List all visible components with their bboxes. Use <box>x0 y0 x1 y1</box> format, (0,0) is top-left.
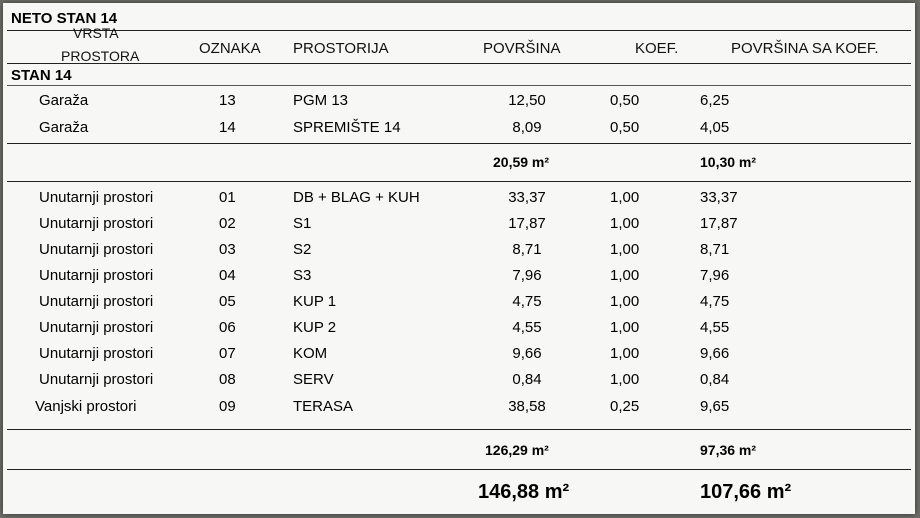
area-table-document <box>3 3 915 514</box>
cell-room: TERASA <box>293 398 354 415</box>
cell-type: Garaža <box>39 92 89 109</box>
cell-type: Unutarnji prostori <box>39 345 154 362</box>
cell-area: 7,96 <box>512 267 542 284</box>
divider <box>7 429 911 430</box>
cell-area: 4,55 <box>512 319 542 336</box>
cell-type: Unutarnji prostori <box>39 319 154 336</box>
header-room: PROSTORIJA <box>293 40 389 57</box>
divider <box>7 469 911 470</box>
cell-area: 38,58 <box>508 398 546 415</box>
cell-area-koef: 9,65 <box>700 398 730 415</box>
table-row <box>3 267 915 289</box>
cell-code: 04 <box>219 267 236 284</box>
cell-koef: 0,50 <box>610 119 640 136</box>
total-area-koef: 107,66 m² <box>700 481 792 503</box>
header-type-line2: PROSTORA <box>61 48 140 64</box>
cell-type: Unutarnji prostori <box>39 241 154 258</box>
cell-room: KOM <box>293 345 328 362</box>
cell-area: 17,87 <box>508 215 546 232</box>
cell-koef: 0,50 <box>610 92 640 109</box>
cell-room: DB + BLAG + KUH <box>293 189 420 206</box>
divider <box>7 181 911 182</box>
divider <box>7 63 911 64</box>
cell-room: S2 <box>293 241 312 258</box>
cell-koef: 1,00 <box>610 241 640 258</box>
cell-type: Unutarnji prostori <box>39 189 154 206</box>
cell-area-koef: 17,87 <box>700 215 738 232</box>
table-row <box>3 345 915 367</box>
total-area: 146,88 m² <box>478 481 570 503</box>
cell-code: 13 <box>219 92 236 109</box>
section-title: STAN 14 <box>11 67 72 84</box>
cell-room: KUP 2 <box>293 319 337 336</box>
cell-room: PGM 13 <box>293 92 349 109</box>
divider <box>7 30 911 31</box>
cell-area-koef: 6,25 <box>700 92 730 109</box>
cell-koef: 1,00 <box>610 293 640 310</box>
cell-area-koef: 9,66 <box>700 345 730 362</box>
subtotal-area: 126,29 m² <box>485 442 549 458</box>
table-row <box>3 371 915 393</box>
table-row <box>3 92 915 114</box>
cell-area: 9,66 <box>512 345 542 362</box>
cell-code: 05 <box>219 293 236 310</box>
cell-room: SERV <box>293 371 334 388</box>
cell-type: Unutarnji prostori <box>39 371 154 388</box>
cell-room: KUP 1 <box>293 293 337 310</box>
cell-area-koef: 8,71 <box>700 241 730 258</box>
cell-code: 02 <box>219 215 236 232</box>
table-row <box>3 398 915 420</box>
cell-code: 06 <box>219 319 236 336</box>
cell-area-koef: 4,75 <box>700 293 730 310</box>
header-type-line1: VRSTA <box>73 25 119 41</box>
cell-type: Vanjski prostori <box>35 398 137 415</box>
table-row <box>3 119 915 141</box>
table-row <box>3 215 915 237</box>
cell-type: Unutarnji prostori <box>39 215 154 232</box>
table-row <box>3 319 915 341</box>
cell-area-koef: 4,05 <box>700 119 730 136</box>
cell-type: Garaža <box>39 119 89 136</box>
cell-type: Unutarnji prostori <box>39 267 154 284</box>
cell-area: 12,50 <box>508 92 546 109</box>
table-title: NETO STAN 14 <box>11 10 118 27</box>
subtotal-area-koef: 10,30 m² <box>700 154 757 170</box>
cell-koef: 1,00 <box>610 215 640 232</box>
cell-code: 14 <box>219 119 236 136</box>
table-row <box>3 293 915 315</box>
cell-area: 33,37 <box>508 189 546 206</box>
cell-code: 03 <box>219 241 236 258</box>
cell-type: Unutarnji prostori <box>39 293 154 310</box>
cell-code: 07 <box>219 345 236 362</box>
cell-area-koef: 7,96 <box>700 267 730 284</box>
cell-room: S3 <box>293 267 312 284</box>
cell-area: 0,84 <box>512 371 542 388</box>
header-area-koef: POVRŠINA SA KOEF. <box>731 40 879 57</box>
cell-area: 4,75 <box>512 293 542 310</box>
cell-area-koef: 0,84 <box>700 371 730 388</box>
cell-koef: 0,25 <box>610 398 640 415</box>
cell-area-koef: 4,55 <box>700 319 730 336</box>
cell-area-koef: 33,37 <box>700 189 738 206</box>
cell-koef: 1,00 <box>610 345 640 362</box>
header-area: POVRŠINA <box>483 40 561 57</box>
table-row <box>3 241 915 263</box>
table-row <box>3 189 915 211</box>
header-code: OZNAKA <box>199 40 261 57</box>
divider <box>7 85 911 86</box>
cell-room: SPREMIŠTE 14 <box>293 119 401 136</box>
cell-area: 8,09 <box>512 119 542 136</box>
subtotal-area-koef: 97,36 m² <box>700 442 757 458</box>
cell-koef: 1,00 <box>610 371 640 388</box>
cell-code: 08 <box>219 371 236 388</box>
cell-area: 8,71 <box>512 241 542 258</box>
cell-koef: 1,00 <box>610 267 640 284</box>
cell-koef: 1,00 <box>610 319 640 336</box>
cell-room: S1 <box>293 215 312 232</box>
subtotal-area: 20,59 m² <box>493 154 550 170</box>
cell-koef: 1,00 <box>610 189 640 206</box>
divider <box>7 143 911 144</box>
header-koef: KOEF. <box>635 40 679 57</box>
cell-code: 09 <box>219 398 236 415</box>
cell-code: 01 <box>219 189 236 206</box>
